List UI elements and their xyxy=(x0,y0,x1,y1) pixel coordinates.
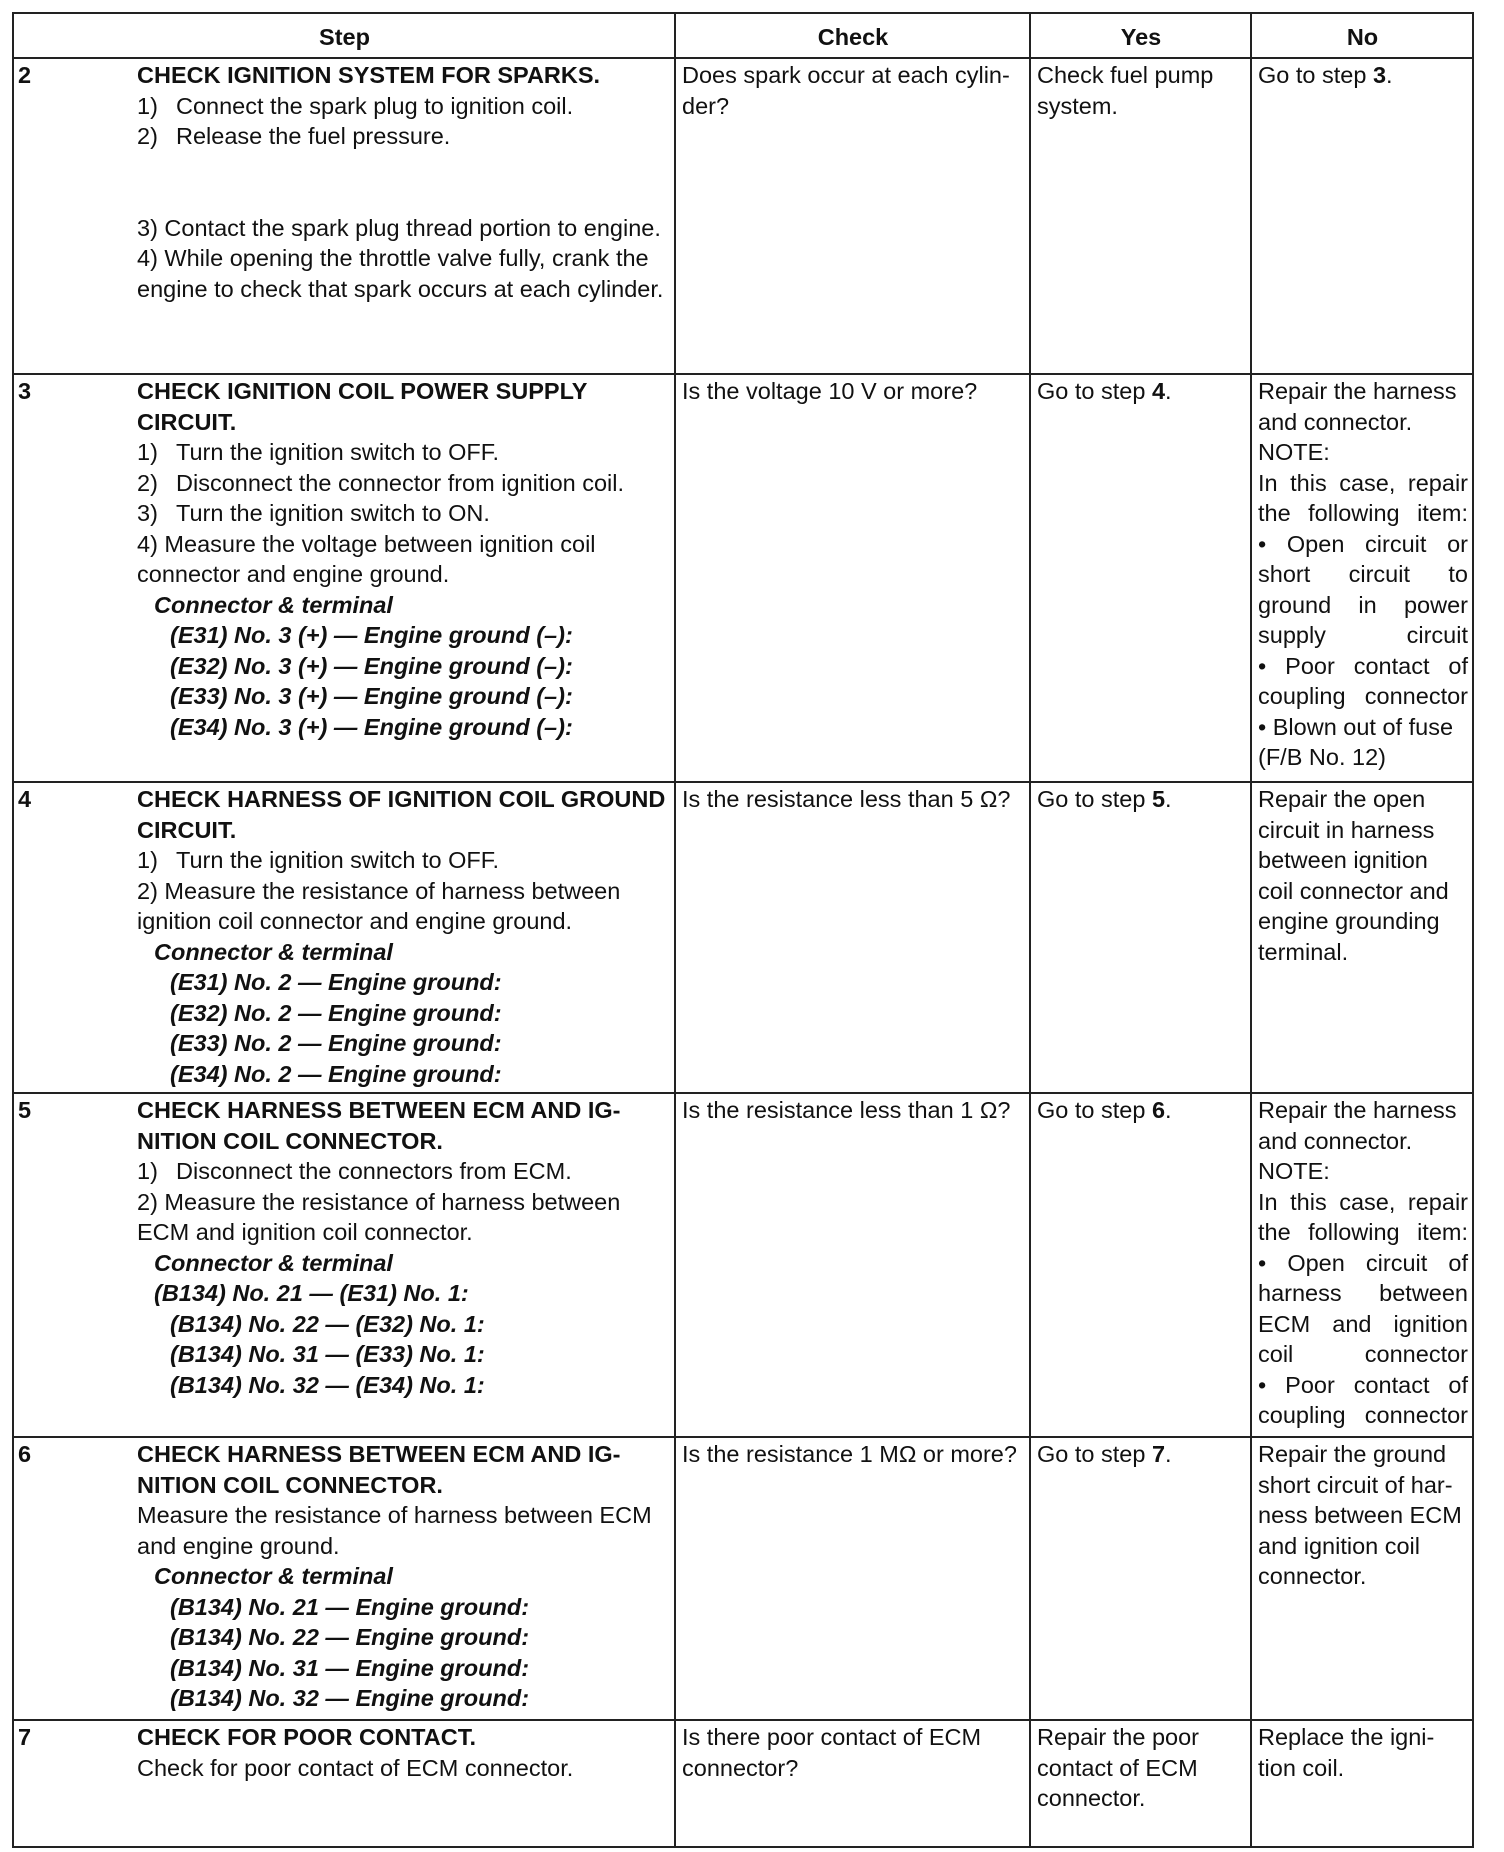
header-row xyxy=(13,13,1473,58)
yes-cell: Repair the poor contact of ECM connector. xyxy=(1030,1720,1251,1847)
header-yes: Yes xyxy=(1030,13,1251,58)
connector-terminal-line: (B134) No. 31 — (E33) No. 1: xyxy=(170,1341,485,1367)
check-cell: Is the resistance less than 1 Ω? xyxy=(675,1093,1030,1437)
check-cell: Is the resistance less than 5 Ω? xyxy=(675,782,1030,1093)
step-item: 4) While opening the throttle valve fully, crank the engine to check that spark occurs at each cylinder. xyxy=(137,245,664,302)
step-title: CHECK HARNESS BETWEEN ECM AND IG-NITION COIL CONNECTOR. xyxy=(137,1097,621,1154)
table-row-step-5 xyxy=(13,1093,1473,1437)
no-bullet: • Open circuit or short circuit to ground in power supply circuit xyxy=(1258,530,1468,648)
no-cell: Go to step 3. xyxy=(1251,58,1473,374)
connector-terminal-line: (E34) No. 2 — Engine ground: xyxy=(170,1060,502,1087)
connector-terminal-line: (E33) No. 2 — Engine ground: xyxy=(170,1030,502,1056)
note-label: NOTE: xyxy=(1258,439,1330,465)
diagnostic-table xyxy=(12,12,1474,1848)
connector-terminal-line: (B134) No. 32 — Engine ground: xyxy=(170,1685,530,1711)
check-cell: Is the resistance 1 MΩ or more? xyxy=(675,1437,1030,1720)
connector-terminal-line: (E34) No. 3 (+) — Engine ground (–): xyxy=(170,713,573,740)
step-link: 5 xyxy=(1151,786,1166,812)
header-step: Step xyxy=(13,13,675,58)
no-text: In this case, repair the following item: xyxy=(1258,1188,1468,1245)
table-row-step-4 xyxy=(13,782,1473,1093)
connector-terminal-line: (E32) No. 3 (+) — Engine ground (–): xyxy=(170,652,573,679)
step-item: 4) Measure the voltage between ignition coil connector and engine ground. xyxy=(137,530,596,587)
step-cell xyxy=(13,782,675,1093)
step-item: 2) Disconnect the connector from ignition coil. xyxy=(137,469,625,496)
header-check: Check xyxy=(675,13,1030,58)
note-label: NOTE: xyxy=(1258,1158,1330,1184)
step-link: 4 xyxy=(1151,378,1166,404)
no-cell: Repair the open circuit in harness between ignition coil connector and engine grounding terminal. xyxy=(1251,782,1473,1093)
connector-terminal-line: (B134) No. 21 — Engine ground: xyxy=(170,1593,530,1620)
no-bullet: • Blown out of fuse (F/B No. 12) xyxy=(1258,713,1454,770)
connector-terminal-heading: Connector & terminal xyxy=(154,1563,393,1589)
connector-terminal-heading: Connector & terminal xyxy=(154,1249,393,1276)
step-number: 3 xyxy=(18,378,32,404)
connector-terminal-heading: Connector & terminal xyxy=(154,591,393,618)
check-cell: Is there poor contact of ECM connector? xyxy=(675,1720,1030,1847)
step-link: 6 xyxy=(1151,1097,1166,1123)
yes-cell: Go to step 7. xyxy=(1030,1437,1251,1720)
step-title: CHECK IGNITION SYSTEM FOR SPARKS. xyxy=(137,62,601,88)
step-number: 7 xyxy=(18,1724,32,1750)
step-number: 4 xyxy=(18,786,32,812)
no-text: Repair the harness and connector. xyxy=(1258,1097,1457,1154)
step-cell xyxy=(13,374,675,782)
check-cell: Does spark occur at each cylin-der? xyxy=(675,58,1030,374)
step-item: Measure the resistance of harness between ECM and engine ground. xyxy=(137,1502,652,1559)
connector-terminal-line: (B134) No. 22 — Engine ground: xyxy=(170,1624,530,1650)
step-item: 1) Disconnect the connectors from ECM. xyxy=(137,1158,572,1184)
step-number: 5 xyxy=(18,1097,32,1123)
check-cell: Is the voltage 10 V or more? xyxy=(675,374,1030,782)
connector-terminal-line: (B134) No. 21 — (E31) No. 1: xyxy=(154,1280,469,1306)
no-cell xyxy=(1251,374,1473,782)
connector-terminal-line: (B134) No. 32 — (E34) No. 1: xyxy=(170,1371,485,1398)
yes-cell: Go to step 6. xyxy=(1030,1093,1251,1437)
step-cell xyxy=(13,58,675,374)
table-row-step-7 xyxy=(13,1720,1473,1847)
connector-terminal-line: (E31) No. 3 (+) — Engine ground (–): xyxy=(170,622,573,648)
no-text: In this case, repair the following item: xyxy=(1258,469,1468,526)
step-item: Check for poor contact of ECM connector. xyxy=(137,1754,574,1781)
step-title: CHECK FOR POOR CONTACT. xyxy=(137,1724,477,1750)
yes-cell: Check fuel pump system. xyxy=(1030,58,1251,374)
step-number: 2 xyxy=(18,62,32,88)
connector-terminal-line: (E33) No. 3 (+) — Engine ground (–): xyxy=(170,683,573,709)
step-cell xyxy=(13,1720,675,1847)
yes-cell: Go to step 5. xyxy=(1030,782,1251,1093)
step-item: 1) Connect the spark plug to ignition coil. xyxy=(137,92,574,119)
connector-terminal-line: (B134) No. 31 — Engine ground: xyxy=(170,1654,530,1681)
no-cell xyxy=(1251,1093,1473,1437)
step-item: 1) Turn the ignition switch to OFF. xyxy=(137,847,500,873)
step-item: 3) Turn the ignition switch to ON. xyxy=(137,500,490,526)
step-number: 6 xyxy=(18,1441,32,1467)
step-cell xyxy=(13,1437,675,1720)
figure-gap xyxy=(137,152,669,213)
step-item: 3) Contact the spark plug thread portion to engine. xyxy=(137,214,661,241)
step-cell xyxy=(13,1093,675,1437)
no-cell: Replace the igni-tion coil. xyxy=(1251,1720,1473,1847)
header-no: No xyxy=(1251,13,1473,58)
step-link: 7 xyxy=(1151,1441,1166,1467)
table-row-step-6 xyxy=(13,1437,1473,1720)
step-title: CHECK IGNITION COIL POWER SUPPLY CIRCUIT. xyxy=(137,378,588,435)
connector-terminal-line: (B134) No. 22 — (E32) No. 1: xyxy=(170,1310,485,1337)
connector-terminal-line: (E32) No. 2 — Engine ground: xyxy=(170,999,502,1026)
no-text: Repair the harness and connector. xyxy=(1258,378,1457,435)
step-link: 3 xyxy=(1372,62,1387,88)
connector-terminal-line: (E31) No. 2 — Engine ground: xyxy=(170,969,502,995)
no-bullet: • Poor contact of coupling connector xyxy=(1258,1371,1468,1428)
connector-terminal-heading: Connector & terminal xyxy=(154,938,393,965)
step-item: 2) Measure the resistance of harness between ECM and ignition coil connector. xyxy=(137,1188,621,1245)
step-title: CHECK HARNESS BETWEEN ECM AND IG-NITION COIL CONNECTOR. xyxy=(137,1441,621,1498)
no-bullet: • Open circuit of harness between ECM and ignition coil connector xyxy=(1258,1249,1468,1367)
step-item: 2) Release the fuel pressure. xyxy=(137,123,451,149)
step-item: 1) Turn the ignition switch to OFF. xyxy=(137,439,500,465)
step-title: CHECK HARNESS OF IGNITION COIL GROUND CIRCUIT. xyxy=(137,786,666,843)
no-bullet: • Poor contact of coupling connector xyxy=(1258,652,1468,709)
step-item: 2) Measure the resistance of harness between ignition coil connector and engine ground. xyxy=(137,877,621,934)
yes-cell: Go to step 4. xyxy=(1030,374,1251,782)
table-row-step-3 xyxy=(13,374,1473,782)
no-cell: Repair the ground short circuit of har-ness between ECM and ignition coil connector. xyxy=(1251,1437,1473,1720)
table-row-step-2 xyxy=(13,58,1473,374)
